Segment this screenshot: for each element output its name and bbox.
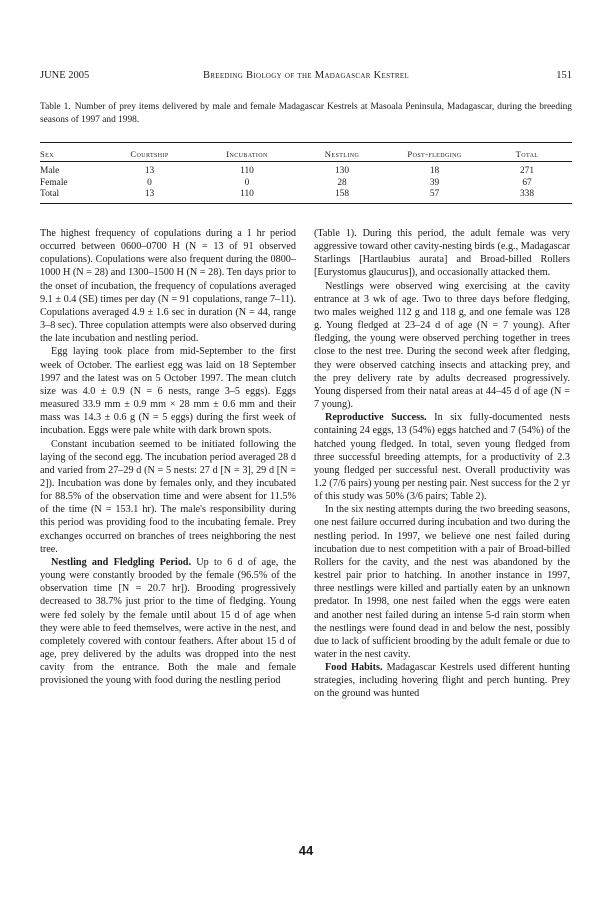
paragraph-nestling-period <box>40 556 296 688</box>
col-header-courtship: Courtship <box>130 148 169 159</box>
header-date: JUNE 2005 <box>40 70 90 81</box>
paragraph-egg-laying: Egg laying took place from mid-September to the first week of October. The earliest egg was laid on 18 September 1997 and the latest was on 5 October 1997. The mean clutch size was 4.0 ± 0.9 (N = 6 nests, range 3–5 eggs). Eggs measured 33.9 mm ± 0.9 mm × 28 mm ± 0.6 mm and their mass was 14.3 ± 0.6 g (N = 5 eggs) during the first week of incubation. Eggs were pale white with dark brown spots. <box>40 346 296 437</box>
right-column <box>314 227 570 701</box>
table-header-row <box>40 145 572 162</box>
paragraph-reproductive-success <box>314 411 570 503</box>
paragraph-incubation: Constant incubation seemed to be initiated following the laying of the second egg. The incubation period averaged 28 d and varied from 27–29 d (N = 5 nests: 27 d [N = 3], 29 d [N = 2]). Incubation was done by females only, and they incubated for 88.5% of the observation time and were absent for 11.5% of the time (N = 153.1 hr). The male's responsibility during this period was providing food to the incubating female. Prey exchanges occurred on branches of trees neighboring the nest tree. <box>40 438 296 555</box>
table-cell: 271 <box>519 166 535 176</box>
paragraph-nest-failures: In the six nesting attempts during the two breeding seasons, one nest failure occurred during incubation and two during the nestling period. In 1997, we believe one nest failed during incubation due to nest competition with a pair of Broad-billed Rollers for the cavity, and the nest was abandoned by the kestrel pair prior to hatching. In another instance in 1997, three nestlings were killed and partially eaten by an unknown predator. In 1998, one nest failed when the eggs were eaten and another nest failed during an intense 5-d rain storm when the nestlings were found dead in and below the nest, possibly due to lack of sufficient brooding by the adult female or due to water in the nest cavity. <box>314 504 570 660</box>
col-header-incubation: Incubation <box>226 148 268 159</box>
paragraph-aggression: (Table 1). During this period, the adult female was very aggressive toward other cavity-nesting birds (e.g., Madagascar Starlings [Hartlaubius aurata] and Broad-billed Rollers [Eurystomus glaucurus]), and occasionally attacked them. <box>314 228 570 279</box>
table-cell: Male <box>40 166 60 176</box>
header-page-number: 151 <box>556 70 572 81</box>
col-header-sex: Sex <box>40 148 54 159</box>
table-label: Table 1. <box>40 102 71 112</box>
col-header-post-fledging: Post-fledging <box>407 148 462 159</box>
table-top-rule <box>40 142 572 143</box>
nestling-text: Up to 6 d of age, the young were constantly brooded by the female (96.5% of the observation time [N = 20.7 hr]). Brooding progressively decreased to 38.7% just prior to the time of fledging. Young were fed solely by the female until about 15 d of age when they were able to feed themselves, were active in the nest, and completely covered with contour feathers. After about 15 d of age, prey delivered by the adults was dropped into the nest cavity from the entrance. Both the male and female provisioned the young with food during the nestling period <box>40 556 296 687</box>
table-cell: Total <box>40 189 60 199</box>
table-cell: 110 <box>240 166 254 176</box>
col-header-total: Total <box>515 148 539 159</box>
page-folio: 44 <box>298 843 314 858</box>
running-header <box>40 70 572 84</box>
prey-table <box>40 145 572 201</box>
table-bottom-rule <box>40 203 572 204</box>
table-cell: 338 <box>519 189 535 199</box>
food-text: Madagascar Kestrels used different hunting strategies, including hovering flight and perch hunting. Prey on the ground was hunted <box>314 662 570 700</box>
col-header-nestling: Nestling <box>324 148 360 159</box>
table-caption <box>40 101 572 126</box>
table-cell: 28 <box>337 177 347 188</box>
table-cell: 110 <box>240 189 254 199</box>
table-cell: 158 <box>334 189 350 199</box>
left-column <box>40 227 296 687</box>
section-heading-nestling: Nestling and Fledgling Period. <box>51 556 192 568</box>
reproductive-text: In six fully-documented nests containing 24 eggs, 13 (54%) eggs hatched and 7 (54%) of the hatched young fledged. In total, seven young fledged from three successful breeding attempts, for a productivity of 2.3 young fledged per successful nest. Overall productivity was 1.2 (7/6 pairs) young per nesting pair. Nest success for the 2 yr of this study was 50% (3/6 pairs; Table 2). <box>314 412 571 503</box>
paragraph-fledging: Nestlings were observed wing exercising at the cavity entrance at 3 wk of age. Two to three days before fledging, two males weighed 112 g and 118 g, and one female was 128 g. Young fledged at 23–24 d of age (N = 7 young). After fledging, the young were observed perching together in trees close to the nest tree. During the second week after fledging, they were observed catching insects and attacking prey, and the prey delivery rate by adults decreased progressively. Young dispersed from their natal areas at 44–45 d of age (N = 7 young). <box>314 280 570 411</box>
paragraph-copulation: The highest frequency of copulations during a 1 hr period occurred between 0600–0700 H (N = 13 of 91 observed copulations). Copulations were also frequent during the 0800–1000 H (N = 28) and 1300–1500 H (N = 28). Ten days prior to the onset of incubation, the frequency of copulations averaged 9.1 ± 0.4 (SE) times per day (N = 91 copulations, range 7–11). Copulations averaged 4.9 ± 1.6 sec in duration (N = 44, range 3–8 sec). Three copulation attempts were also observed during the late incubation and nestling period. <box>40 228 296 345</box>
table-cell: 13 <box>144 189 155 199</box>
table-row-total <box>40 189 572 201</box>
section-heading-reproductive: Reproductive Success. <box>325 412 427 424</box>
table-cell: 39 <box>429 177 440 188</box>
section-heading-food: Food Habits. <box>325 662 383 674</box>
table-row-female <box>40 178 572 190</box>
header-title: Breeding Biology of the Madagascar Kestrel <box>203 70 409 81</box>
table-cell: 18 <box>429 166 440 176</box>
table-cell: 0 <box>244 177 250 188</box>
table-cell: 13 <box>144 166 155 176</box>
table-cell: 0 <box>147 177 152 188</box>
paragraph-food-habits <box>314 661 570 700</box>
table-cell: 130 <box>334 166 350 176</box>
table-cell: 67 <box>522 177 532 188</box>
table-caption-text: Number of prey items delivered by male and female Madagascar Kestrels at Masoala Peninsula, Madagascar, during the breeding seasons of 1997 and 1998. <box>40 102 572 125</box>
table-row-male <box>40 162 572 178</box>
table-cell: 57 <box>429 189 440 199</box>
table-cell: Female <box>40 177 68 188</box>
